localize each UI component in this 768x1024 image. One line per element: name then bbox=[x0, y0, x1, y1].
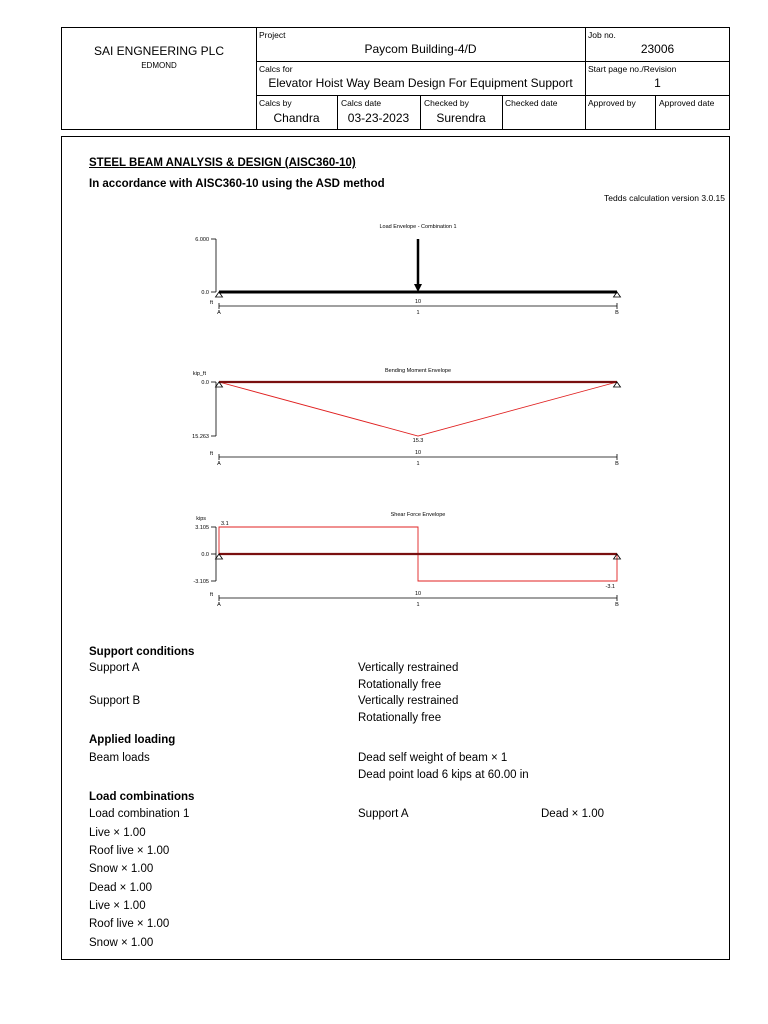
support-a-line1: Vertically restrained bbox=[358, 662, 459, 674]
y-tick-label: -3.105 bbox=[193, 579, 209, 585]
start-page-label: Start page no./Revision bbox=[588, 64, 677, 74]
y-tick-label: 0.0 bbox=[201, 380, 209, 386]
x-axis-unit: ft bbox=[209, 451, 213, 457]
approved-date-label: Approved date bbox=[659, 98, 715, 108]
start-page-value: 1 bbox=[654, 76, 661, 90]
job-value: 23006 bbox=[640, 42, 675, 56]
loading-line2: Dead point load 6 kips at 60.00 in bbox=[358, 769, 529, 781]
chart-title: Bending Moment Envelope bbox=[384, 368, 452, 374]
combo-support: Support A bbox=[358, 808, 409, 820]
checked-date-label: Checked date bbox=[505, 98, 558, 108]
job-label: Job no. bbox=[588, 30, 616, 40]
support-b-line2: Rotationally free bbox=[358, 712, 442, 724]
page-title: STEEL BEAM ANALYSIS & DESIGN (AISC360-10) bbox=[89, 157, 356, 169]
support-b-label: Support B bbox=[89, 695, 141, 707]
y-tick-label: 15.263 bbox=[192, 434, 209, 440]
y-tick-label: 3.105 bbox=[195, 525, 209, 531]
support-b-line1: Vertically restrained bbox=[358, 695, 459, 707]
combo-line: Dead × 1.00 bbox=[89, 882, 152, 894]
combo-line: Live × 1.00 bbox=[89, 900, 146, 912]
data-label: -3.1 bbox=[605, 584, 615, 590]
support-a-label: Support A bbox=[89, 662, 140, 674]
chart-title: Load Envelope - Combination 1 bbox=[379, 224, 457, 230]
chart-title: Shear Force Envelope bbox=[390, 512, 446, 518]
support-label: B bbox=[615, 602, 619, 608]
y-axis-unit: kips bbox=[196, 516, 206, 522]
calcs-for-value: Elevator Hoist Way Beam Design For Equipment Support bbox=[268, 76, 573, 90]
company-name: SAI ENGNEERING PLC bbox=[93, 44, 225, 58]
x-axis-unit: ft bbox=[209, 592, 213, 598]
combo-line: Live × 1.00 bbox=[89, 827, 146, 839]
span-index-label: 1 bbox=[416, 461, 420, 467]
support-label: A bbox=[217, 461, 221, 467]
combo-label: Load combination 1 bbox=[89, 808, 190, 820]
calcs-for-label: Calcs for bbox=[259, 64, 293, 74]
calcs-date-label: Calcs date bbox=[341, 98, 382, 108]
span-length-label: 10 bbox=[414, 450, 422, 456]
combo-factor: Dead × 1.00 bbox=[541, 808, 604, 820]
checked-by-value: Surendra bbox=[436, 111, 486, 125]
calcs-by-label: Calcs by bbox=[259, 98, 292, 108]
beam-loads-label: Beam loads bbox=[89, 752, 150, 764]
moment-envelope-line bbox=[219, 382, 617, 436]
version-text: Tedds calculation version 3.0.15 bbox=[604, 193, 725, 203]
combos-heading: Load combinations bbox=[89, 791, 195, 803]
loading-line1: Dead self weight of beam × 1 bbox=[358, 752, 508, 764]
approved-by-label: Approved by bbox=[588, 98, 636, 108]
checked-by-label: Checked by bbox=[424, 98, 469, 108]
loading-heading: Applied loading bbox=[89, 734, 176, 746]
x-axis-unit: ft bbox=[209, 300, 213, 306]
y-tick-label: 0.0 bbox=[201, 290, 209, 296]
calcs-date-value: 03-23-2023 bbox=[347, 111, 410, 125]
data-label: 15.3 bbox=[412, 438, 424, 444]
y-tick-label: 0.0 bbox=[201, 552, 209, 558]
project-value: Paycom Building-4/D bbox=[364, 42, 477, 56]
combo-line: Roof live × 1.00 bbox=[89, 845, 170, 857]
span-length-label: 10 bbox=[414, 299, 422, 305]
data-label: 3.1 bbox=[221, 521, 229, 527]
calcs-by-value: Chandra bbox=[273, 111, 320, 125]
span-length-label: 10 bbox=[414, 591, 422, 597]
span-index-label: 1 bbox=[416, 602, 420, 608]
combo-line: Roof live × 1.00 bbox=[89, 918, 170, 930]
y-axis-unit: kip_ft bbox=[192, 371, 206, 377]
support-a-line2: Rotationally free bbox=[358, 679, 442, 691]
support-label: A bbox=[217, 602, 221, 608]
support-heading: Support conditions bbox=[89, 646, 195, 658]
support-label: B bbox=[615, 310, 619, 316]
page-subtitle: In accordance with AISC360-10 using the ASD method bbox=[89, 178, 385, 190]
project-label: Project bbox=[259, 30, 286, 40]
combo-line: Snow × 1.00 bbox=[89, 863, 154, 875]
support-label: A bbox=[217, 310, 221, 316]
span-index-label: 1 bbox=[416, 310, 420, 316]
company-location: EDMOND bbox=[141, 61, 177, 70]
y-tick-label: 6.000 bbox=[195, 237, 209, 243]
support-label: B bbox=[615, 461, 619, 467]
combo-line: Snow × 1.00 bbox=[89, 937, 154, 949]
